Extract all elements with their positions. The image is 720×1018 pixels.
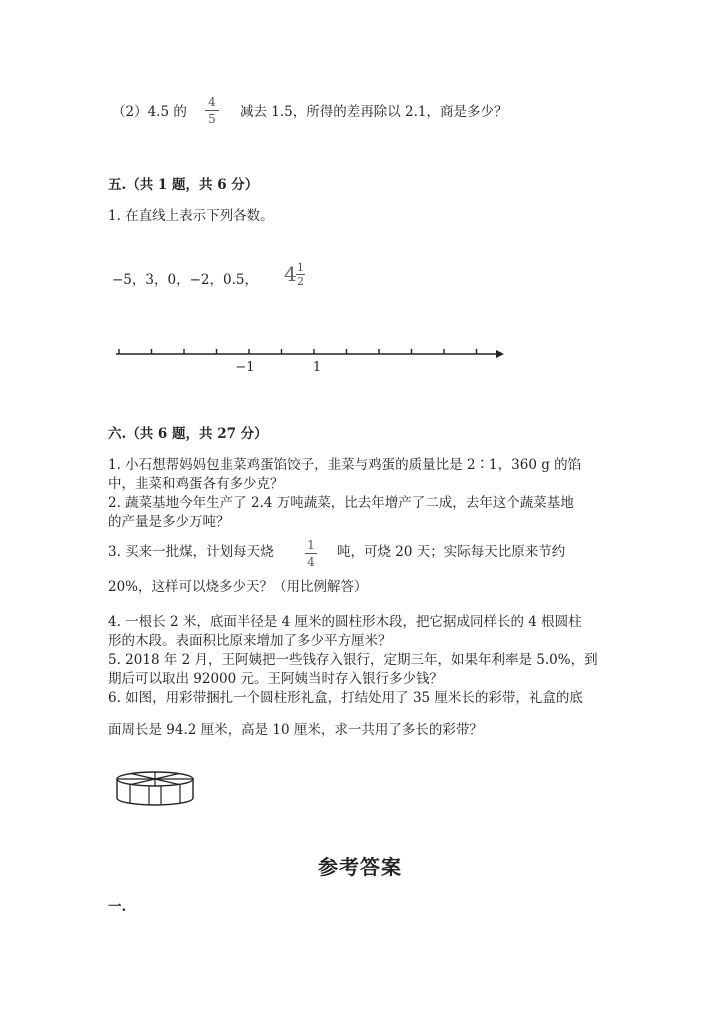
s6-q1-line1: 1. 小石想帮妈妈包韭菜鸡蛋馅饺子，韭菜与鸡蛋的质量比是 2∶1，360 g 的馅 — [108, 457, 582, 473]
s5-mixed-num: 1 — [297, 261, 304, 274]
s6-q2-line1: 2. 蔬菜基地今年生产了 2.4 万吨蔬菜，比去年增产了二成，去年这个蔬菜基地 — [108, 495, 574, 511]
answers-part1: 一. — [108, 899, 127, 915]
s6-q4-line2: 形的木段。表面积比原来增加了多少平方厘米？ — [108, 633, 392, 649]
s6-q4-line1: 4. 一根长 2 米，底面半径是 4 厘米的圆柱形木段，把它据成同样长的 4 根圆柱 — [108, 614, 582, 630]
s6-q2-line2: 的产量是多少万吨？ — [108, 514, 230, 530]
s6-q5-line1: 5. 2018 年 2 月，王阿姨把一些钱存入银行，定期三年，如果年利率是 5.0%，到 — [108, 652, 598, 668]
s5-numbers: −5，3，0，−2，0.5， — [112, 272, 258, 288]
s6-q3-prefix: 3. 买来一批煤，计划每天烧 — [108, 544, 274, 560]
number-line-label-1: 1 — [312, 360, 322, 375]
s6-q3-suffix: 吨，可烧 20 天；实际每天比原来节约 — [337, 544, 566, 560]
s5-mixed-den: 2 — [297, 275, 304, 288]
number-line-label-neg1: −1 — [235, 360, 255, 375]
s5-mixed-whole: 4 — [284, 262, 297, 286]
s5-mixed-fraction — [296, 262, 305, 287]
section6-heading: 六.（共 6 题，共 27 分） — [108, 426, 268, 442]
section5-heading: 五.（共 1 题，共 6 分） — [108, 177, 259, 193]
s6-q3-frac-num: 1 — [307, 538, 315, 552]
s6-q6-line2: 面周长是 94.2 厘米，高是 10 厘米，求一共用了多长的彩带？ — [108, 722, 483, 738]
s6-q1-line2: 中，韭菜和鸡蛋各有多少克？ — [108, 476, 284, 492]
s4-q2-frac-den: 5 — [208, 112, 216, 126]
s6-q3-line2: 20%，这样可以烧多少天？（用比例解答） — [108, 579, 368, 595]
answers-title: 参考答案 — [318, 855, 402, 879]
number-line-arrow — [496, 350, 504, 358]
cylinder-gift-box-figure — [112, 768, 198, 808]
s6-q3-frac-den: 4 — [307, 555, 315, 569]
s4-q2-prefix: （2）4.5 的 — [112, 104, 187, 120]
s6-q6-line1: 6. 如图，用彩带捆扎一个圆柱形礼盒，打结处用了 35 厘米长的彩带，礼盒的底 — [108, 690, 583, 706]
number-line — [108, 340, 508, 380]
s4-q2-frac-num: 4 — [208, 95, 216, 109]
s4-q2-fraction — [205, 95, 219, 126]
s6-q5-line2: 期后可以取出 92000 元。王阿姨当时存入银行多少钱？ — [108, 671, 444, 687]
s5-q1: 1. 在直线上表示下列各数。 — [108, 208, 274, 224]
s6-q3-fraction — [305, 538, 317, 569]
s4-q2-suffix: 减去 1.5，所得的差再除以 2.1，商是多少？ — [240, 104, 508, 120]
